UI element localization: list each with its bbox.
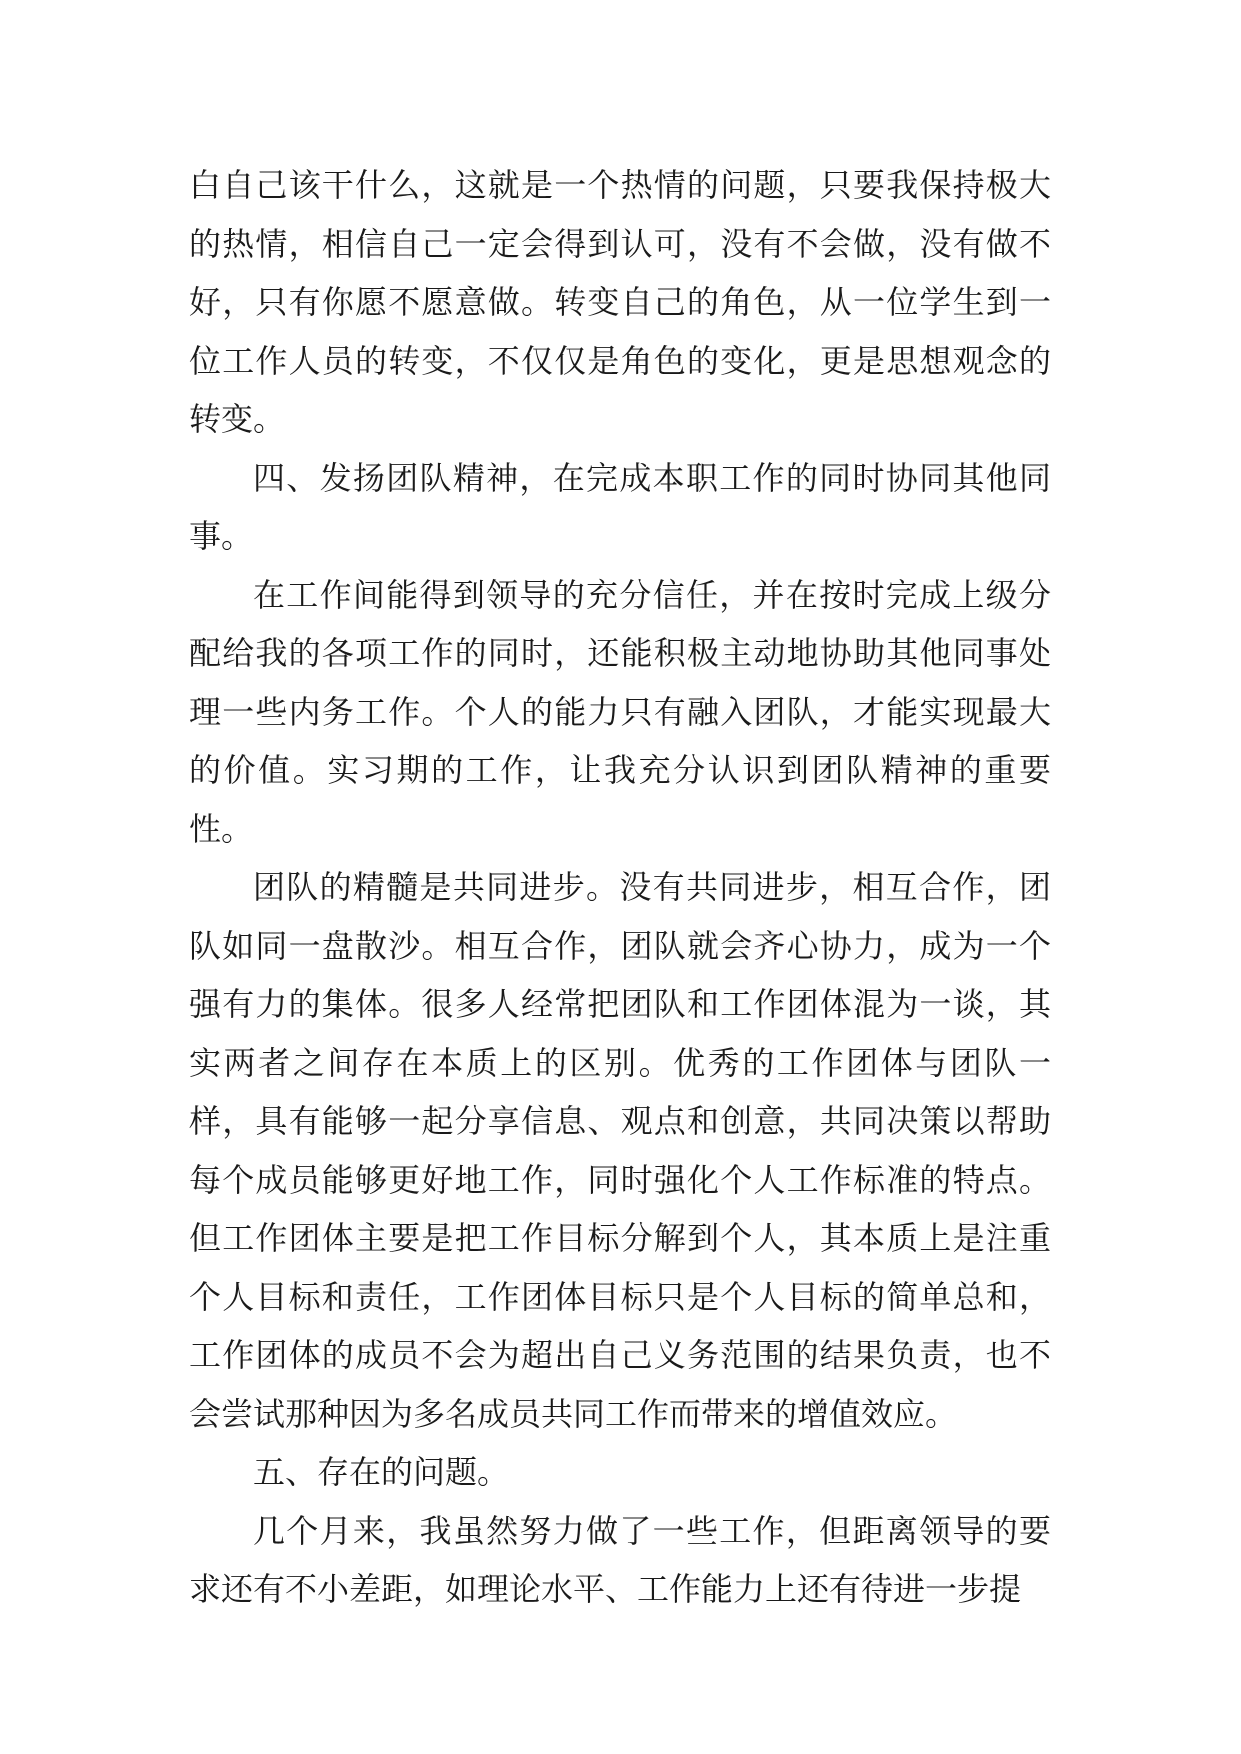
section-heading-problems: 五、存在的问题。 (253, 1453, 510, 1491)
paragraph-shortcomings: 几个月来，我虽然努力做了一些工作，但距离领导的要求还有不小差距，如理论水平、工作能力上还有待进一步提 (189, 1511, 1051, 1608)
paragraph-leader-trust: 在工作间能得到领导的充分信任，并在按时完成上级分配给我的各项工作的同时，还能积极主动地协助其他同事处理一些内务工作。个人的能力只有融入团队，才能实现最大的价值。实习期的工作，让我充分认识到团队精神的重要性。 (189, 575, 1051, 848)
document-body (189, 156, 1051, 1619)
paragraph-continuation: 白自己该干什么，这就是一个热情的问题，只要我保持极大的热情，相信自己一定会得到认可，没有不会做，没有做不好，只有你愿不愿意做。转变自己的角色，从一位学生到一位工作人员的转变，不仅仅是角色的变化，更是思想观念的转变。 (189, 166, 1051, 438)
paragraph-team-essence: 团队的精髓是共同进步。没有共同进步，相互合作，团队如同一盘散沙。相互合作，团队就会齐心协力，成为一个强有力的集体。很多人经常把团队和工作团体混为一谈，其实两者之间存在本质上的区别。优秀的工作团体与团队一样，具有能够一起分享信息、观点和创意，共同决策以帮助每个成员能够更好地工作，同时强化个人工作标准的特点。但工作团体主要是把工作目标分解到个人，其本质上是注重个人目标和责任，工作团体目标只是个人目标的简单总和，工作团体的成员不会为超出自己义务范围的结果负责，也不会尝试那种因为多名成员共同工作而带来的增值效应。 (189, 868, 1051, 1433)
section-heading-team-spirit: 四、发扬团队精神，在完成本职工作的同时协同其他同事。 (189, 458, 1051, 555)
